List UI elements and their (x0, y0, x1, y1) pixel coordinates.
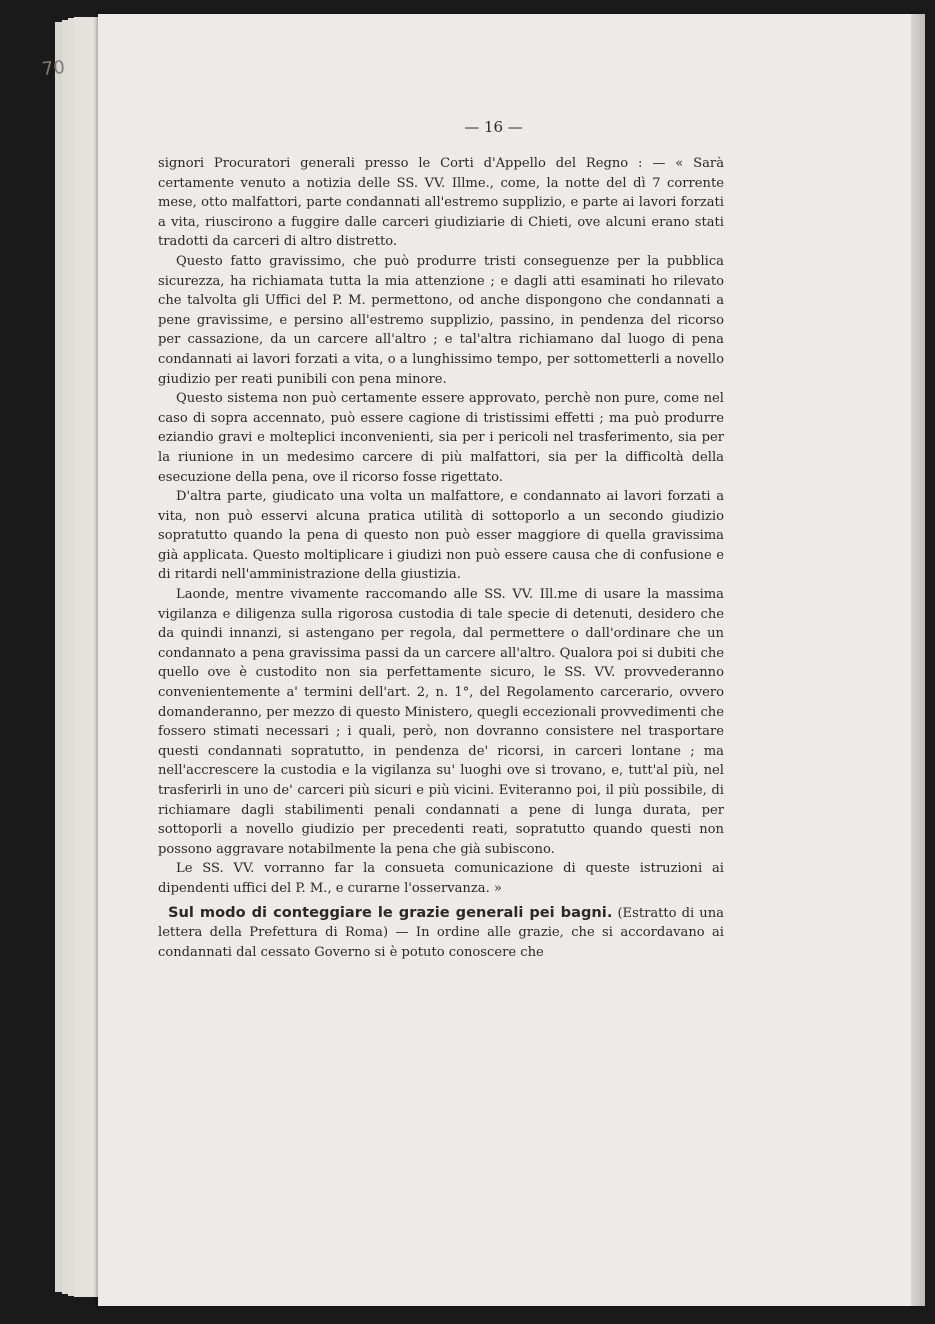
paragraph: Laonde, mentre vivamente raccomando alle SS. VV. Ill.me di usare la massima vigilanza e diligenza sulla rigorosa custodia di tale specie di detenuti, desidero che da quindi innanzi, si astengano per regola, dal permettere o dall'ordinare che un condannato a pena gravissima passi da un carcere all'altro. Qualora poi si dubiti che quello ove è custodito non sia perfettamente sicuro, le SS. VV. provvederanno convenientemente a' termini dell'art. 2, n. 1°, del Regolamento carcerario, ovvero domanderanno, per mezzo di questo Ministero, quegli eccezionali provvedimenti che fossero stimati necessari ; i quali, però, non dovranno consistere nel trasportare questi condannati sopratutto, in pendenza de' ricorsi, in carceri lontane ; ma nell'accrescere la custodia e la vigilanza su' luoghi ove si trovano, e, tutt'al più, nel trasferirli in uno de' carceri più sicuri e più vicini. Eviteranno poi, il più possibile, di richiamare dagli stabilimenti penali condannati a pene di lunga durata, per sottoporli a novello giudizio per precedenti reati, sopratutto quando questi non possono aggravare notabilmente la pena che già subiscono. (158, 587, 724, 857)
paragraph: Questo sistema non può certamente essere approvato, perchè non pure, come nel caso di sopra accennato, può essere cagione di tristissimi effetti ; ma può produrre eziandio gravi e molteplici inconvenienti, sia per i pericoli nel trasferimento, sia per la riunione in un medesimo carcere di più malfattori, sia per la difficoltà della esecuzione della pena, ove il ricorso fosse rigettato. (158, 391, 724, 485)
paragraph: signori Procuratori generali presso le Corti d'Appello del Regno : — « Sarà certamente venuto a notizia delle SS. VV. Illme., come, la notte del dì 7 corrente mese, otto malfattori, parte condannati all'estremo supplizio, e parte ai lavori forzati a vita, riuscirono a fuggire dalle carceri giudiziarie di Chieti, ove alcuni erano stati tradotti da carceri di altro distretto. (158, 156, 724, 250)
paragraph: Questo fatto gravissimo, che può produrre tristi conseguenze per la pubblica sicurezza, ha richiamata tutta la mia attenzione ; e dagli atti esaminati ho rilevato che talvolta gli Uffici del P. M. permettono, od anche dispongono che condannati a pene gravissime, e persino all'estremo supplizio, passino, in pendenza del ricorso per cassazione, da un carcere all'altro ; e tal'altra richiamano dal luogo di pena condannati ai lavori forzati a vita, o a lunghissimo tempo, per sottometterli a novello giudizio per reati punibili con pena minore. (158, 253, 724, 387)
pencil-annotation: 70 (40, 56, 66, 81)
page-number: — 16 — (464, 118, 523, 136)
paragraph: D'altra parte, giudicato una volta un malfattore, e condannato ai lavori forzati a vita, non può esservi alcuna pratica utilità di sottoporlo a un secondo giudizio sopratutto quando la pena di questo non può esser maggiore di quella gravissima già applicata. Questo moltiplicare i giudizi non può essere causa che di confusione e di ritardi nell'amministrazione della giustizia. (158, 489, 724, 583)
body-text (158, 154, 724, 962)
paragraph: Le SS. VV. vorranno far la consueta comunicazione di queste istruzioni ai dipendenti uffici del P. M., e curarne l'osservanza. » (158, 861, 724, 896)
section-paragraph (158, 903, 724, 963)
section-heading: Sul modo di conteggiare le grazie generali pei bagni. (168, 903, 613, 921)
page-shadow (911, 14, 925, 1306)
section-text: (Estratto di una lettera della Prefettura di Roma) — In ordine alle grazie, che si accordavano ai condannati dal cessato Governo si è potuto conoscere che (158, 905, 724, 960)
